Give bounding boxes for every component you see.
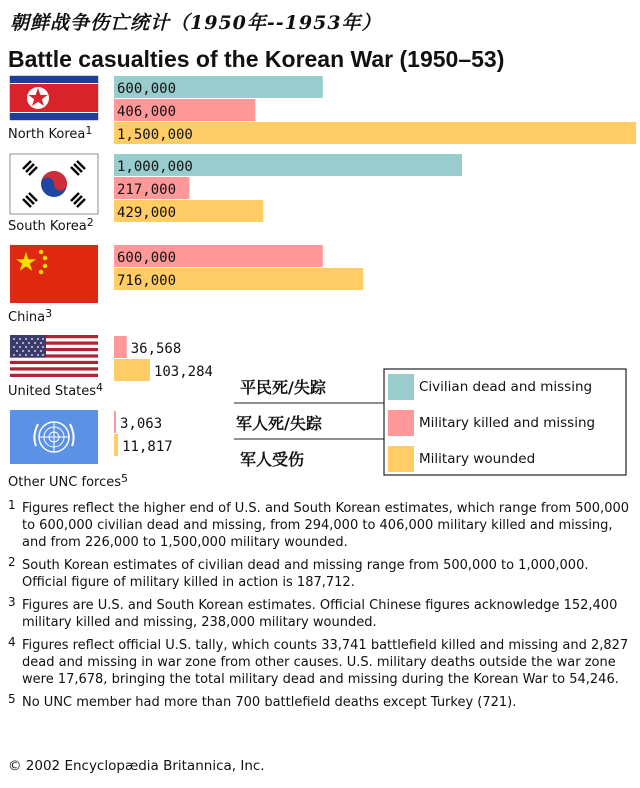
country-label-other-unc xyxy=(8,472,128,490)
country-label-north-korea xyxy=(8,124,92,142)
legend-label-military-wounded: Military wounded xyxy=(419,451,536,467)
chinese-title: 朝鲜战争伤亡统计（1950年--1953年） xyxy=(10,12,382,34)
svg-text:China3: China$^3$ xyxy=(8,307,53,325)
bar-label-china-military-killed: 600,000 xyxy=(117,250,177,266)
bar-label-north-korea-civilian: 600,000 xyxy=(117,81,177,97)
svg-text:United States4: United States$^4$ xyxy=(8,381,104,399)
legend-cn-civilian: 平民死/失踪 xyxy=(240,378,326,397)
us-flag xyxy=(10,335,98,377)
svg-text:North Korea1: North Korea$^1$ xyxy=(8,124,93,142)
north-korea-flag xyxy=(10,76,98,120)
footnote-1: 1 Figures reflect the higher end of U.S. and South Korean estimates, which range from 500,000 to 600,000 civilian dead and missing, from 294,000 to 406,000 military killed and missing, and from 226,000 to 1,500,000 military wounded. xyxy=(8,498,630,550)
footnote-3: 3 Figures are U.S. and South Korean estimates. Official Chinese figures acknowledge 152,400 military killed and missing, 238,000 military wounded. xyxy=(8,595,618,630)
bar-other-unc-military-killed xyxy=(114,411,116,433)
country-label-united-states xyxy=(8,381,103,399)
bar-label-united-states-military-wounded: 103,284 xyxy=(153,364,213,380)
un-flag xyxy=(10,410,98,464)
bar-label-other-unc-military-wounded: 11,817 xyxy=(122,439,173,455)
legend-cn-military-killed: 军人死/失踪 xyxy=(236,414,322,433)
country-label-south-korea xyxy=(8,216,94,234)
copyright: © 2002 Encyclopædia Britannica, Inc. xyxy=(8,758,265,774)
bar-united-states-military-wounded xyxy=(114,359,150,381)
legend-label-civilian: Civilian dead and missing xyxy=(419,379,593,395)
bar-label-south-korea-civilian: 1,000,000 xyxy=(117,159,193,175)
south-korea-flag xyxy=(10,154,98,214)
legend-swatch-civilian xyxy=(388,374,414,400)
footnote-4: 4 Figures reflect official U.S. tally, which counts 33,741 battlefield killed and missing and 2,827 dead and missing in war zone from other causes. U.S. military deaths outside the war zone were 17,678, bringing the total military dead and missing during the Korean War to 54,246. xyxy=(8,635,629,687)
bar-label-china-military-wounded: 716,000 xyxy=(117,273,177,289)
country-label-china xyxy=(8,307,52,325)
bar-label-south-korea-military-killed: 217,000 xyxy=(117,182,177,198)
bar-label-north-korea-military-wounded: 1,500,000 xyxy=(117,127,193,143)
footnote-5: 5 No UNC member had more than 700 battlefield deaths except Turkey (721). xyxy=(8,692,517,710)
legend xyxy=(234,369,626,475)
bar-label-united-states-military-killed: 36,568 xyxy=(130,341,182,357)
bar-label-south-korea-military-wounded: 429,000 xyxy=(117,205,177,221)
bar-united-states-military-killed xyxy=(114,336,127,358)
china-flag xyxy=(10,245,98,303)
svg-text:Other UNC forces5: Other UNC forces$^5$ xyxy=(8,472,129,490)
chart-title: Battle casualties of the Korean War (1950–53) xyxy=(8,46,505,72)
legend-swatch-military-killed xyxy=(388,410,414,436)
legend-cn-military-wounded: 军人受伤 xyxy=(240,450,305,469)
bar-label-other-unc-military-killed: 3,063 xyxy=(120,416,163,432)
bar-other-unc-military-wounded xyxy=(114,434,118,456)
footnotes xyxy=(8,500,632,717)
footnote-2: 2 South Korean estimates of civilian dead and missing range from 500,000 to 1,000,000. Official figure of military killed in action is 187,712. xyxy=(8,555,589,590)
bar-label-north-korea-military-killed: 406,000 xyxy=(117,104,177,120)
svg-text:South Korea2: South Korea$^2$ xyxy=(8,216,94,234)
legend-label-military-killed: Military killed and missing xyxy=(419,415,596,431)
legend-swatch-military-wounded xyxy=(388,446,414,472)
